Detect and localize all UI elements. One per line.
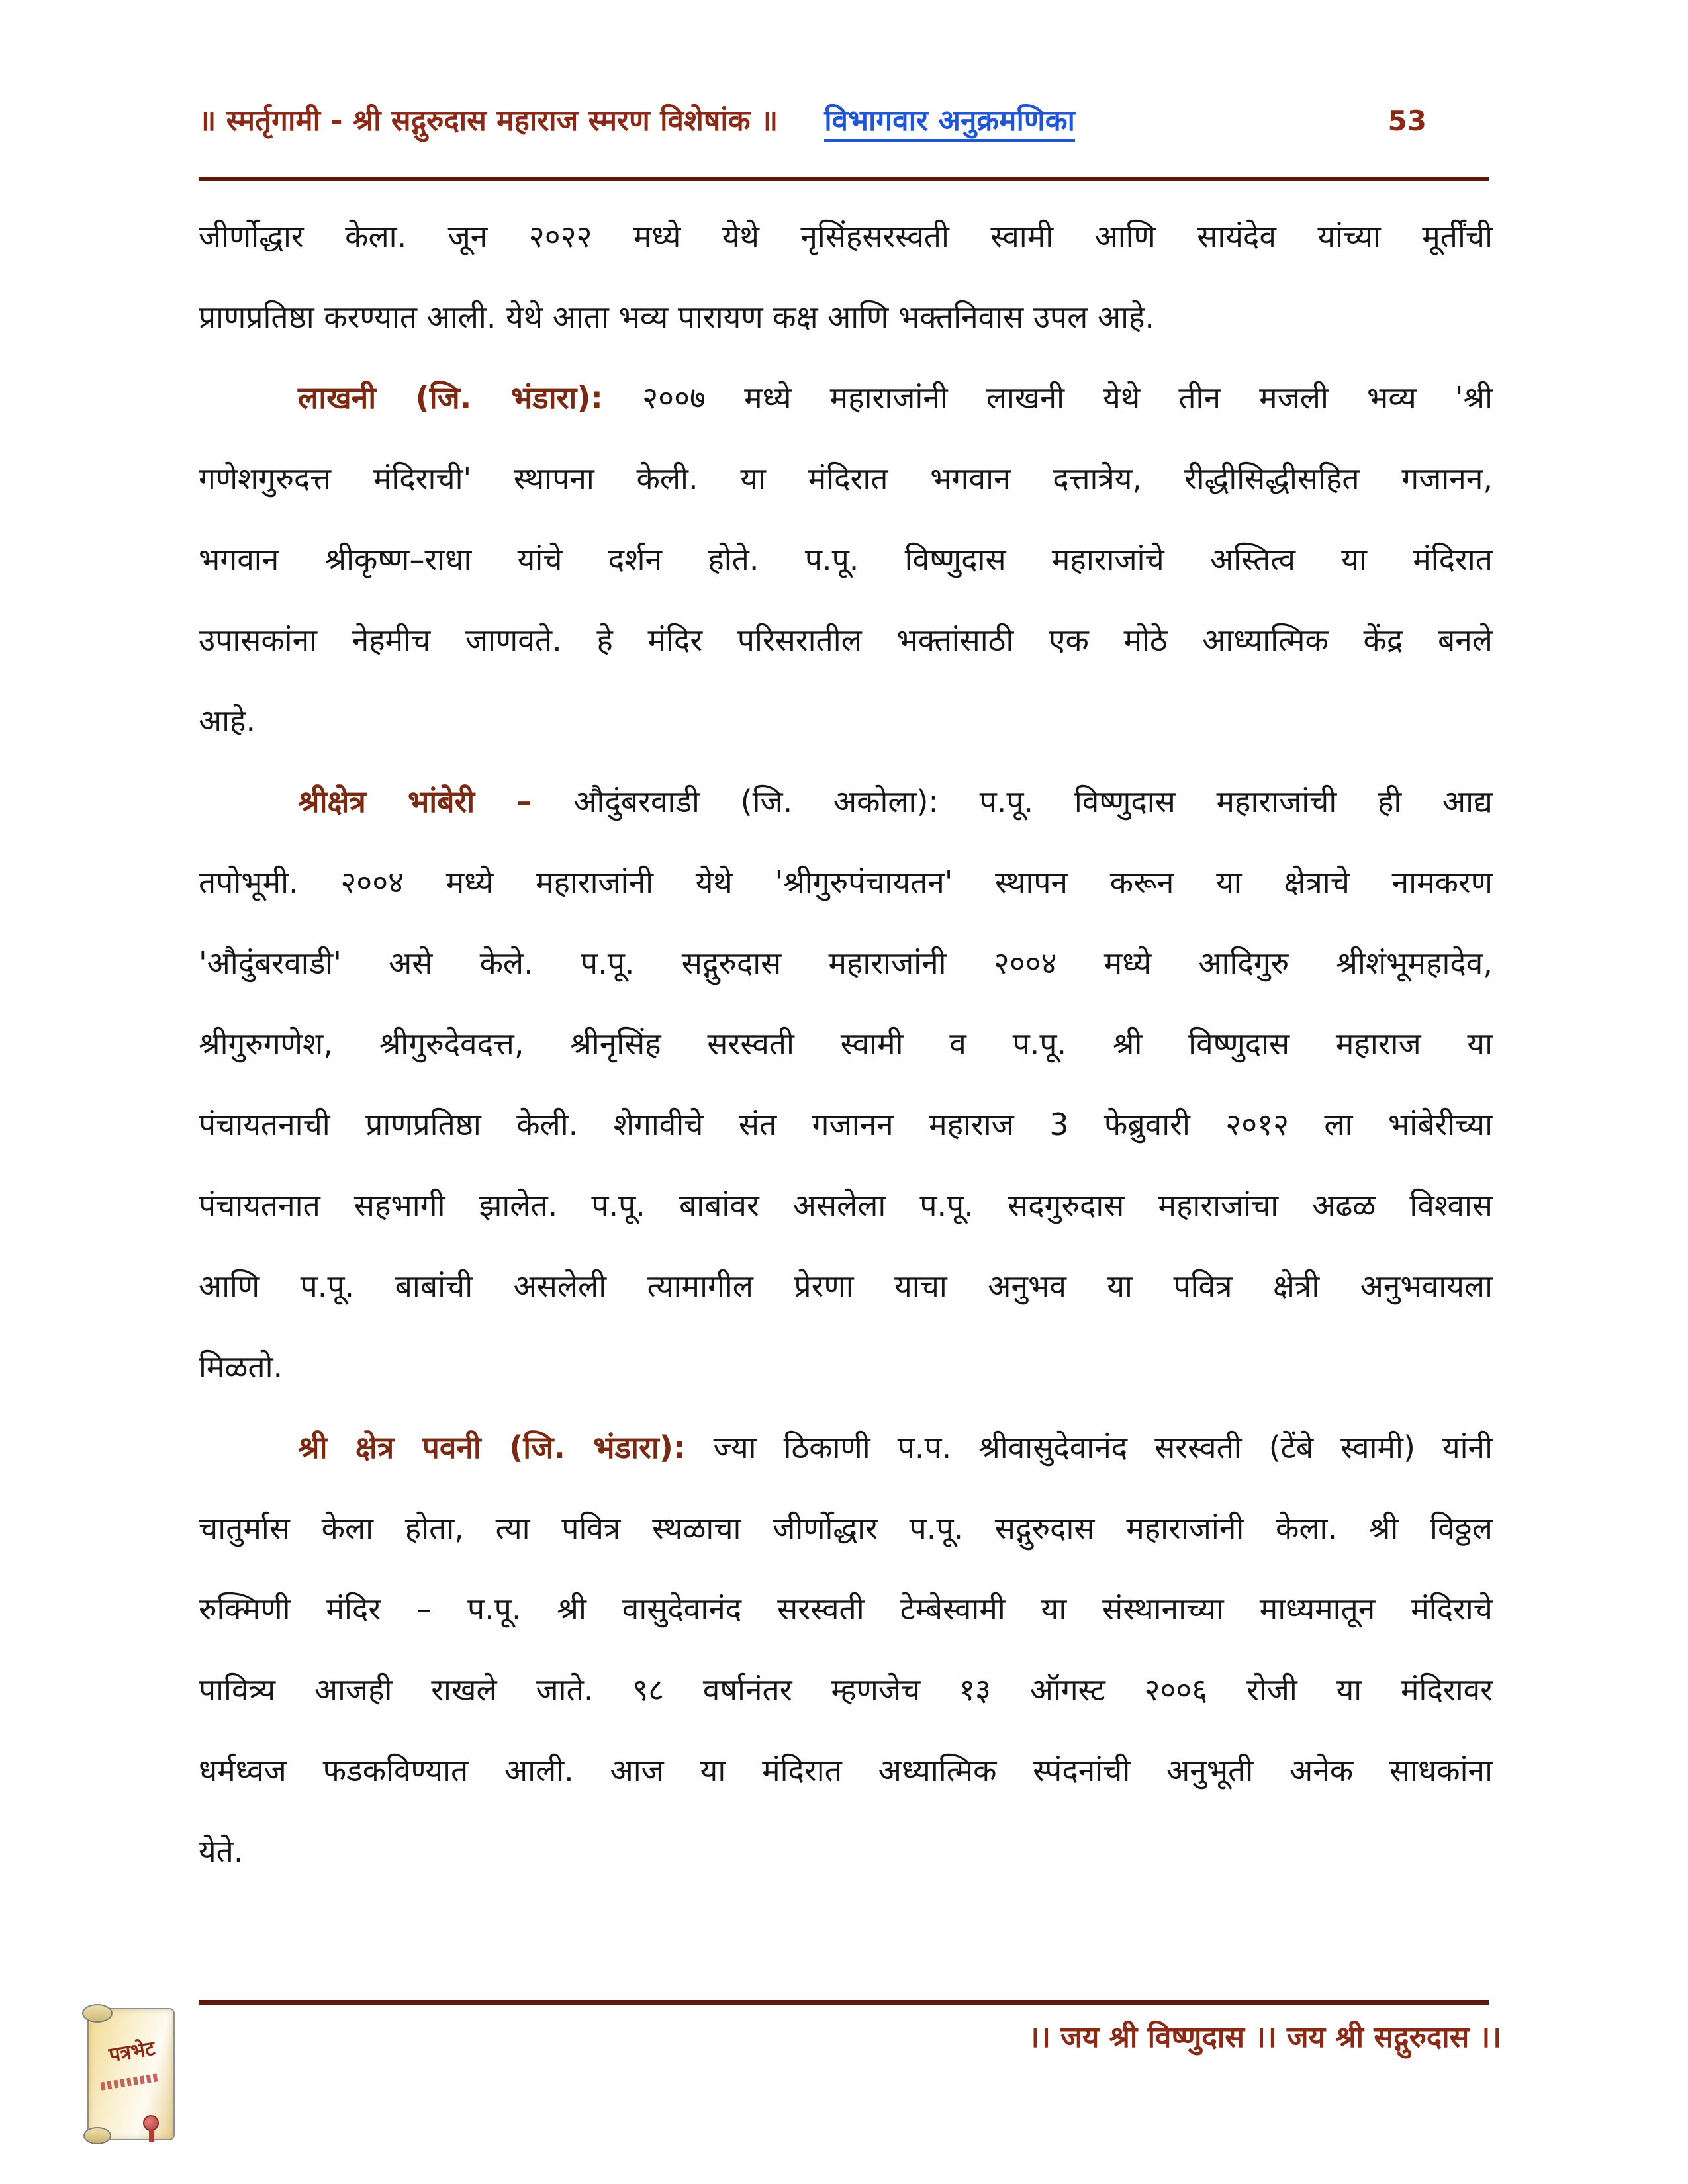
line-text: चातुर्मास केला होता, त्या पवित्र स्थळाचा जीर्णोद्धार प.पू. सद्गुरुदास महाराजांनी केला. श्री विठ्ठल <box>199 1510 1493 1546</box>
paragraph-lead: श्री क्षेत्र पवनी (जि. भंडारा): <box>298 1430 714 1465</box>
logo-title: पत्रभेट <box>107 2036 157 2068</box>
footer-mantra: ।। जय श्री विष्णुदास ।। जय श्री सद्गुरुदास ।। <box>1028 2021 1501 2054</box>
body-line <box>199 1165 1493 1246</box>
body-line <box>199 680 1493 761</box>
line-text: २००७ मध्ये महाराजांनी लाखनी येथे तीन मजली भव्य 'श्री <box>642 380 1493 416</box>
body-line <box>199 1488 1493 1569</box>
body-line <box>199 196 1493 277</box>
line-text: जीर्णोद्धार केला. जून २०२२ मध्ये येथे नृसिंहसरस्वती स्वामी आणि सायंदेव यांच्या मूर्तींची <box>199 218 1493 254</box>
line-text: ज्या ठिकाणी प.प. श्रीवासुदेवानंद सरस्वती (टेंबे स्वामी) यांनी <box>713 1430 1493 1465</box>
body-line <box>199 277 1493 357</box>
publisher-logo <box>87 2008 175 2140</box>
page-header <box>199 99 1489 142</box>
body-line <box>199 1407 1493 1488</box>
page-title: ॥ स्मर्तृगामी - श्री सद्गुरुदास महाराज स्मरण विशेषांक ॥ <box>199 104 778 138</box>
body-line <box>199 923 1493 1003</box>
line-text: पंचायतनात सहभागी झालेत. प.पू. बाबांवर असलेला प.पू. सदगुरुदास महाराजांचा अढळ विश्वास <box>199 1187 1493 1223</box>
article-body <box>199 196 1493 1891</box>
paragraph-lead: लाखनी (जि. भंडारा): <box>298 380 643 416</box>
line-text: श्रीगुरुगणेश, श्रीगुरुदेवदत्त, श्रीनृसिंह सरस्वती स्वामी व प.पू. श्री विष्णुदास महाराज या <box>199 1026 1493 1062</box>
body-line <box>199 1649 1493 1730</box>
line-text: पंचायतनाची प्राणप्रतिष्ठा केली. शेगावीचे संत गजानन महाराज 3 फेब्रुवारी २०१२ ला भांबेरीच्या <box>199 1107 1493 1142</box>
line-text: प्राणप्रतिष्ठा करण्यात आली. येथे आता भव्य पारायण कक्ष आणि भक्तनिवास उपल आहे. <box>199 299 1155 335</box>
line-text: मिळतो. <box>199 1349 283 1385</box>
page-number: 53 <box>1387 105 1427 137</box>
body-line <box>199 1003 1493 1084</box>
line-text: येते. <box>199 1833 244 1869</box>
body-line <box>199 1811 1493 1891</box>
line-text: आहे. <box>199 703 256 739</box>
line-text: 'औदुंबरवाडी' असे केले. प.पू. सद्गुरुदास महाराजांनी २००४ मध्ये आदिगुरु श्रीशंभूमहादेव, <box>199 945 1493 981</box>
body-line <box>199 1569 1493 1649</box>
seal-ribbon-icon <box>143 2115 159 2131</box>
body-line <box>199 357 1493 438</box>
line-text: आणि प.पू. बाबांची असलेली त्यामागील प्रेरणा याचा अनुभव या पवित्र क्षेत्री अनुभवायला <box>199 1268 1493 1304</box>
body-line <box>199 842 1493 923</box>
paragraph-lead: श्रीक्षेत्र भांबेरी – <box>298 784 574 819</box>
line-text: भगवान श्रीकृष्ण–राधा यांचे दर्शन होते. प.पू. विष्णुदास महाराजांचे अस्तित्व या मंदिरात <box>199 541 1493 577</box>
body-line <box>199 1326 1493 1407</box>
body-line <box>199 600 1493 680</box>
header-divider <box>199 177 1489 181</box>
scroll-icon <box>87 2008 175 2140</box>
body-line <box>199 519 1493 600</box>
toc-link[interactable]: विभागवार अनुक्रमणिका <box>824 99 1075 142</box>
line-text: पावित्र्य आजही राखले जाते. ९८ वर्षानंतर म्हणजेच १३ ऑगस्ट २००६ रोजी या मंदिरावर <box>199 1672 1493 1707</box>
line-text: गणेशगुरुदत्त मंदिराची' स्थापना केली. या मंदिरात भगवान दत्तात्रेय, रीद्धीसिद्धीसहित गजानन, <box>199 461 1493 496</box>
body-line <box>199 1246 1493 1326</box>
line-text: औदुंबरवाडी (जि. अकोला): प.पू. विष्णुदास महाराजांची ही आद्य <box>573 784 1493 819</box>
footer-divider <box>199 2000 1489 2005</box>
body-line <box>199 761 1493 842</box>
logo-tagline-decoration <box>101 2073 158 2090</box>
line-text: रुक्मिणी मंदिर – प.पू. श्री वासुदेवानंद सरस्वती टेम्बेस्वामी या संस्थानाच्या माध्यमातून मंदिराचे <box>199 1591 1493 1627</box>
line-text: उपासकांना नेहमीच जाणवते. हे मंदिर परिसरातील भक्तांसाठी एक मोठे आध्यात्मिक केंद्र बनले <box>199 622 1493 658</box>
body-line <box>199 438 1493 519</box>
body-line <box>199 1084 1493 1165</box>
body-line <box>199 1730 1493 1811</box>
line-text: धर्मध्वज फडकविण्यात आली. आज या मंदिरात अध्यात्मिक स्पंदनांची अनुभूती अनेक साधकांना <box>199 1752 1493 1788</box>
line-text: तपोभूमी. २००४ मध्ये महाराजांनी येथे 'श्रीगुरुपंचायतन' स्थापन करून या क्षेत्राचे नामकरण <box>199 864 1493 900</box>
